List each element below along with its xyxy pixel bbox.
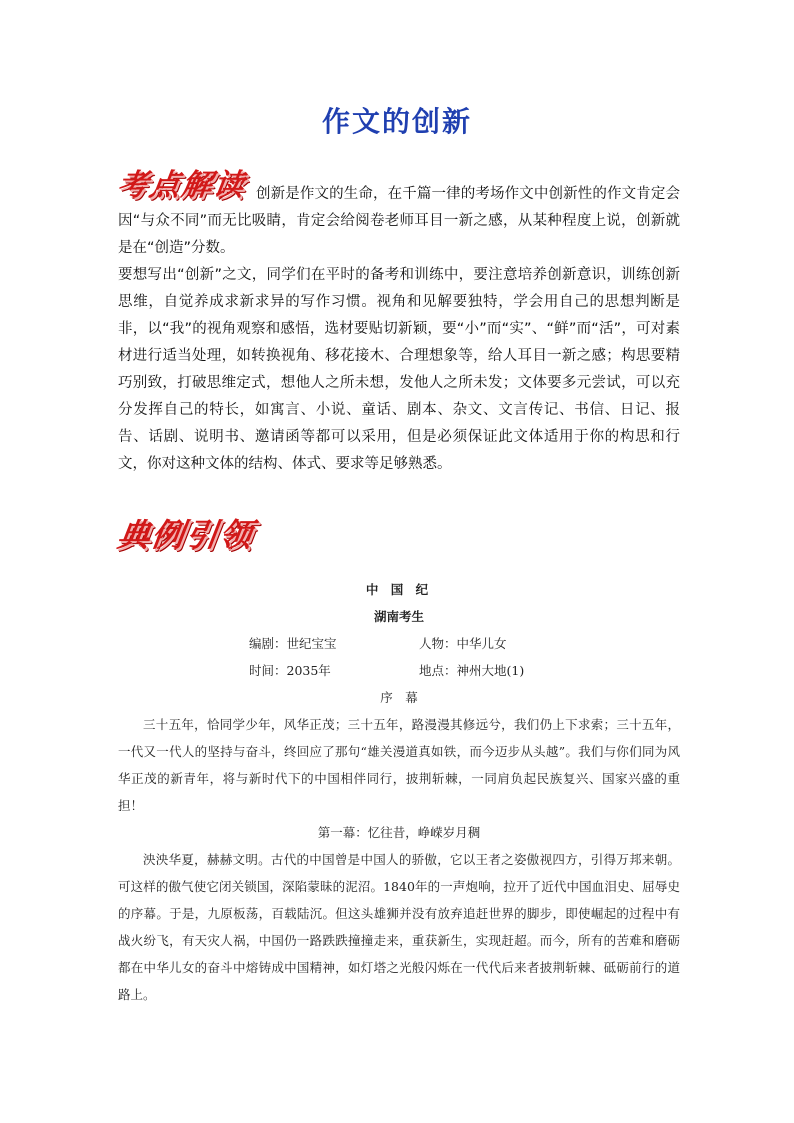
essay-place: 地点：神州大地(1) <box>419 663 525 678</box>
essay-meta-row-2 <box>118 657 680 684</box>
essay-time: 时间：2035年 <box>249 663 331 678</box>
section-heading-dianli: 典例引领 <box>115 516 257 554</box>
section-heading-kaodian: 考点解读 <box>115 168 248 203</box>
essay-act1-text: 泱泱华夏，赫赫文明。古代的中国曾是中国人的骄傲，它以王者之姿傲视四方，引得万邦来朝。可这样的傲气使它闭关锁国，深陷蒙昧的泥沼。1840年的一声炮响，拉开了近代中国血泪史、屈辱史的序幕。于是，九原板荡，百载陆沉。但这头雄狮并没有放弃追赶世界的脚步，即使崛起的过程中有战火纷飞，有天灾人祸，中国仍一路跌跌撞撞走来，重获新生，实现赶超。而今，所有的苦难和磨砺都在中华儿女的奋斗中熔铸成中国精神，如灯塔之光般闪烁在一代代后来者披荆斩棘、砥砺前行的道路上。 <box>118 852 680 1002</box>
sample-essay <box>118 576 680 1008</box>
kaodian-paragraph-1: 创新是作文的生命，在千篇一律的考场作文中创新性的作文肯定会因“与众不同”而无比吸睛，肯定会给阅卷老师耳目一新之感，从某种程度上说，创新就是在“创造”分数。 <box>118 186 680 256</box>
essay-author: 湖南考生 <box>373 609 424 624</box>
page-title: 作文的创新 <box>321 105 472 138</box>
essay-prologue-text: 三十五年，恰同学少年，风华正茂；三十五年，路漫漫其修远兮，我们仍上下求索；三十五年，一代又一代人的坚持与奋斗，终回应了那句“雄关漫道真如铁，而今迈步从头越”。我们与你们同为风华正茂的新青年，将与新时代下的中国相伴同行，披荆斩棘，一同肩负起民族复兴、国家兴盛的重担！ <box>118 717 680 813</box>
essay-act1-title: 第一幕：忆往昔，峥嵘岁月稠 <box>317 825 481 840</box>
kaodian-paragraph-2: 要想写出“创新”之文，同学们在平时的备考和训练中，要注意培养创新意识，训练创新思维，自觉养成求新求异的写作习惯。视角和见解要独特，学会用自己的思想判断是非，以“我”的视角观察和感悟，选材要贴切新颖，要“小”而“实”、“鲜”而“活”，可对素材进行适当处理，如转换视角、移花接木、合理想象等，给人耳目一新之感；构思要精巧别致，打破思维定式，想他人之所未想，发他人之所未发；文体要多元尝试，可以充分发挥自己的特长，如寓言、小说、童话、剧本、杂文、文言传记、书信、日记、报告、话剧、说明书、邀请函等都可以采用，但是必须保证此文体适用于你的构思和行文，你对这种文体的结构、体式、要求等足够熟悉。 <box>118 267 680 472</box>
essay-meta-row-1 <box>118 630 680 657</box>
essay-prologue-title: 序 幕 <box>380 690 418 705</box>
essay-screenwriter: 编剧：世纪宝宝 <box>249 636 337 651</box>
essay-characters: 人物：中华儿女 <box>419 636 507 651</box>
section-kaodian-body <box>118 181 680 478</box>
essay-title: 中 国 纪 <box>365 582 433 597</box>
